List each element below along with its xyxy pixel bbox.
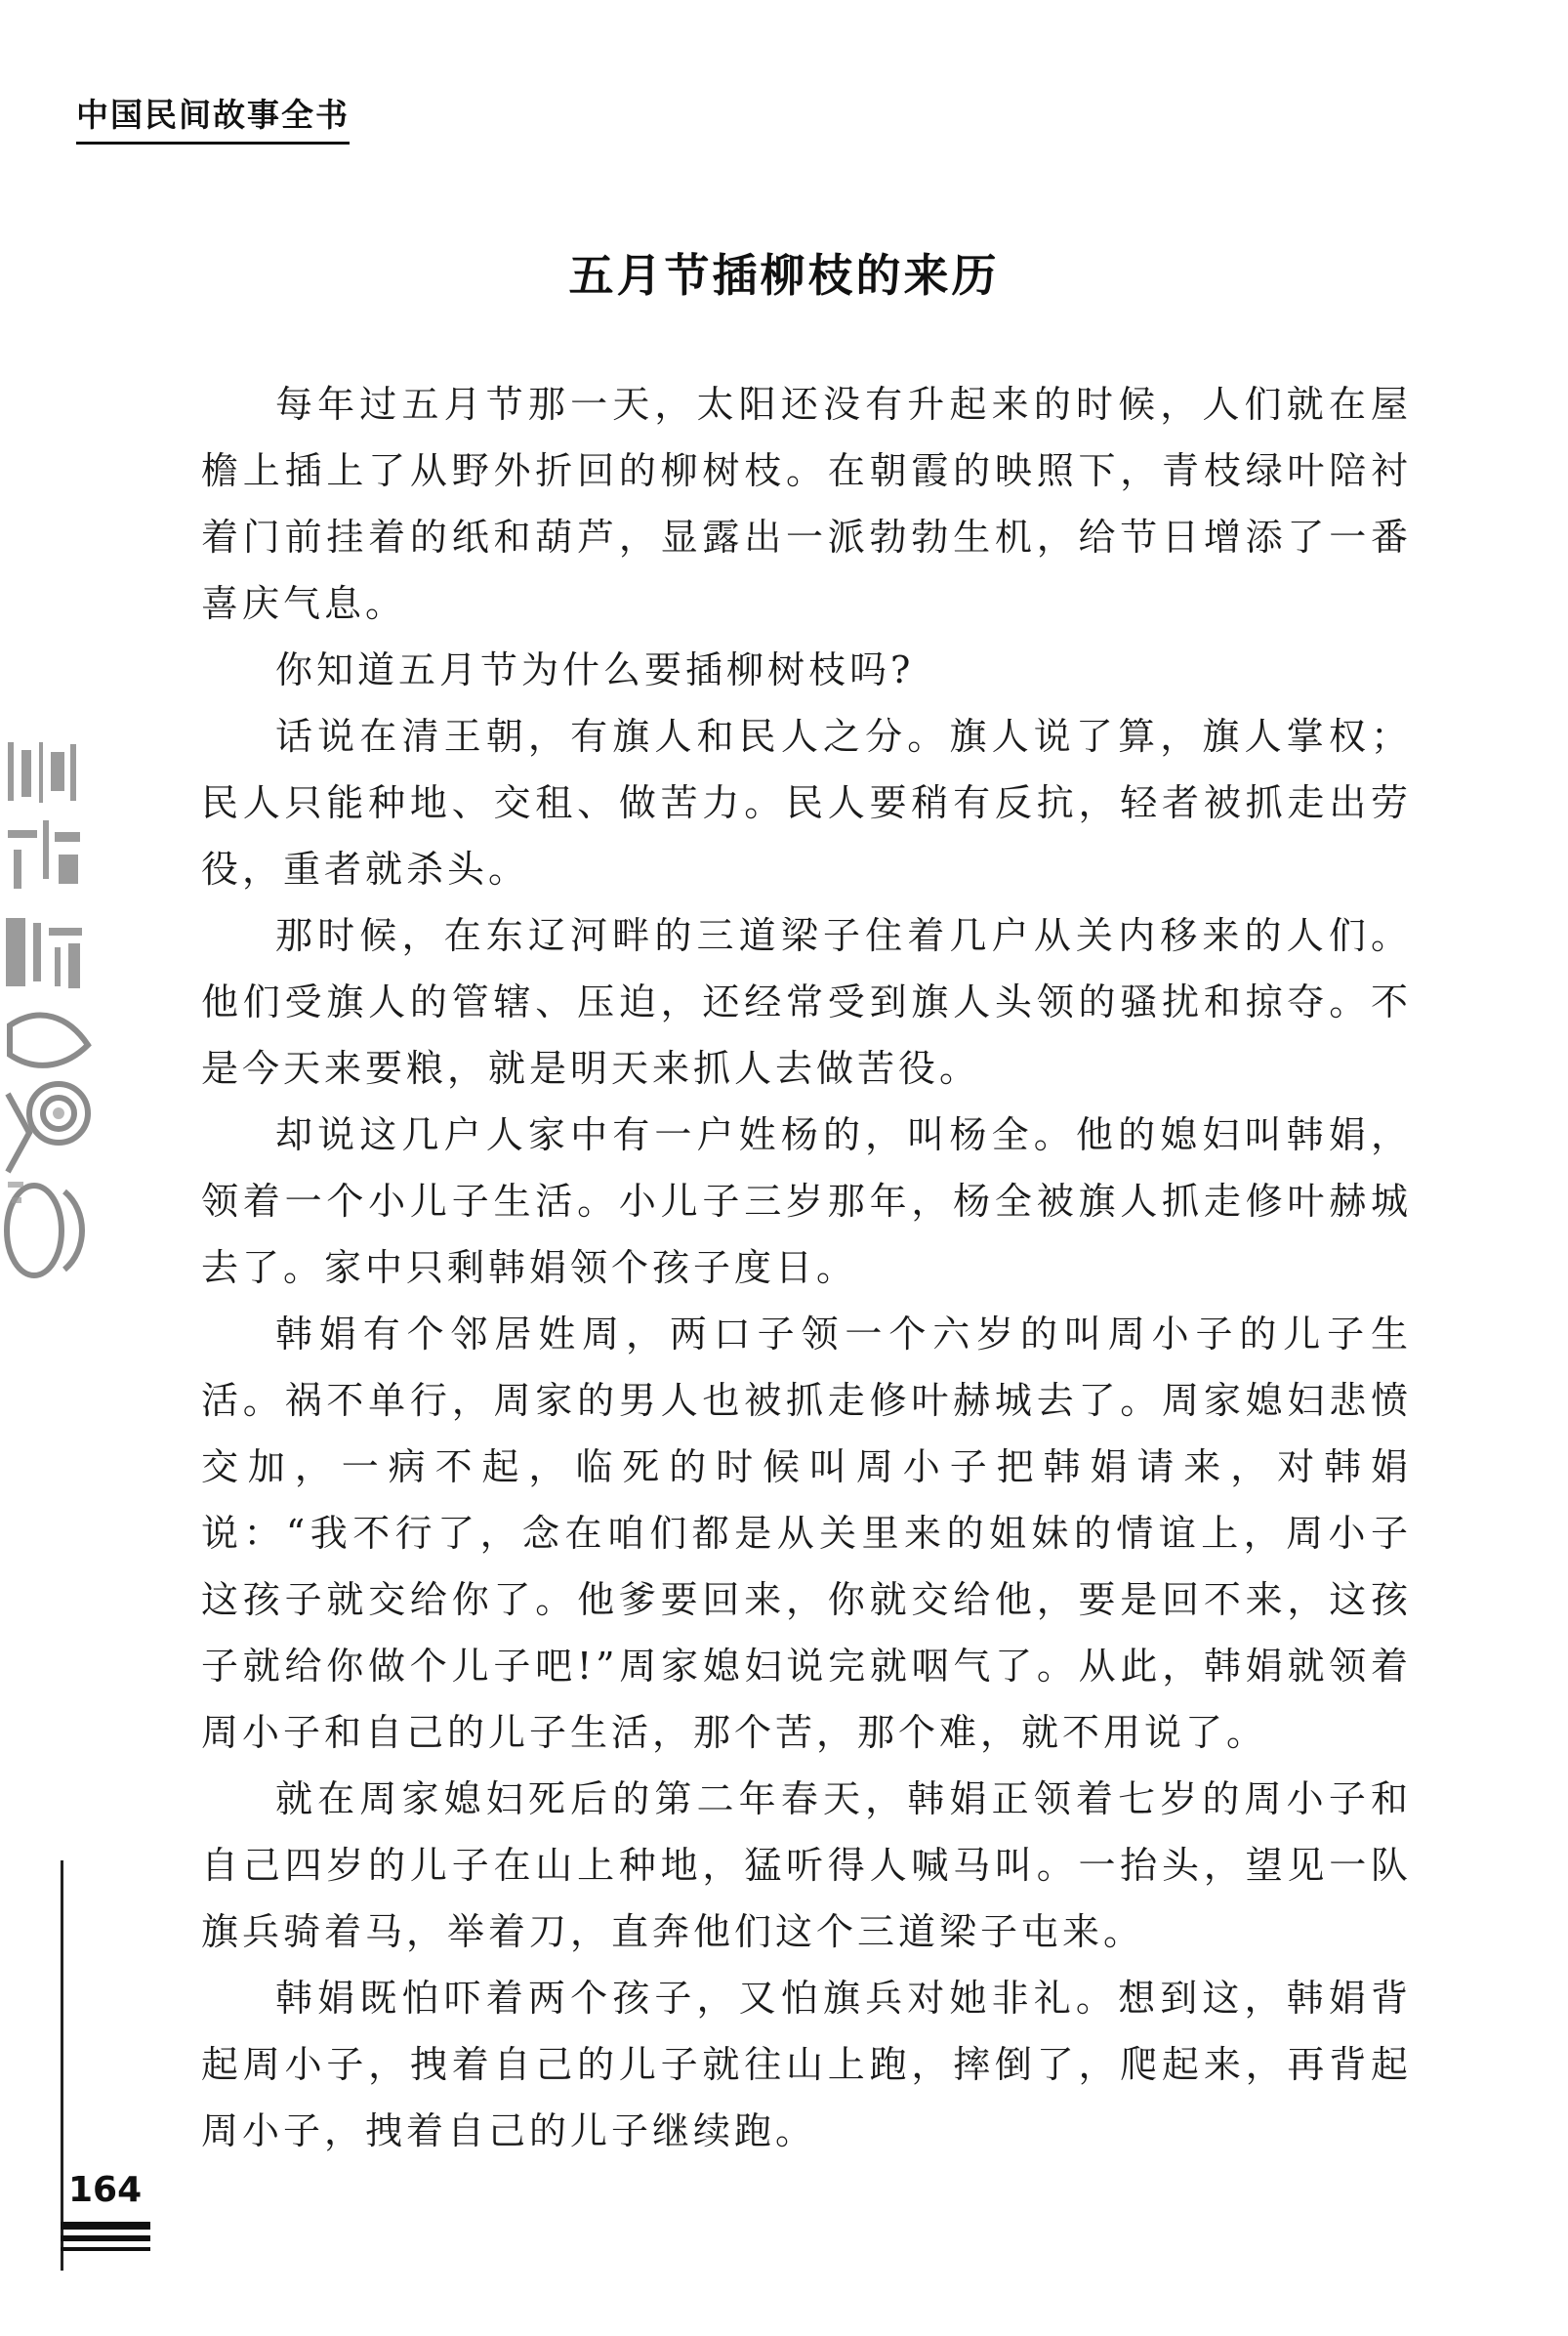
paragraph: 每年过五月节那一天，太阳还没有升起来的时候，人们就在屋檐上插上了从野外折回的柳树枝。在朝霞的映照下，青枝绿叶陪衬着门前挂着的纸和葫芦，显露出一派勃勃生机，给节日增添了一番喜庆气息。 bbox=[201, 383, 1412, 625]
story-title: 五月节插柳枝的来历 bbox=[568, 249, 1000, 302]
paragraph: 却说这几户人家中有一户姓杨的，叫杨全。他的媳妇叫韩娟，领着一个小儿子生活。小儿子三岁那年，杨全被旗人抓走修叶赫城去了。家中只剩韩娟领个孩子度日。 bbox=[201, 1113, 1412, 1289]
folk-pattern-emblem-icon bbox=[0, 723, 98, 1289]
paragraph: 韩娟既怕吓着两个孩子，又怕旗兵对她非礼。想到这，韩娟背起周小子，拽着自己的儿子就往山上跑，摔倒了，爬起来，再背起周小子，拽着自己的儿子继续跑。 bbox=[201, 1977, 1412, 2152]
paragraph: 那时候，在东辽河畔的三道梁子住着几户从关内移来的人们。他们受旗人的管辖、压迫，还经常受到旗人头领的骚扰和掠夺。不是今天来要粮，就是明天来抓人去做苦役。 bbox=[201, 914, 1412, 1090]
paragraph: 你知道五月节为什么要插柳树枝吗? bbox=[275, 648, 915, 691]
paragraph: 话说在清王朝，有旗人和民人之分。旗人说了算，旗人掌权；民人只能种地、交租、做苦力。民人要稍有反抗，轻者被抓走出劳役，重者就杀头。 bbox=[201, 715, 1412, 891]
rule-bar bbox=[61, 2247, 150, 2251]
running-header: 中国民间故事全书 bbox=[76, 90, 350, 145]
rule-bar bbox=[61, 2235, 150, 2241]
rule-bar bbox=[61, 2222, 150, 2230]
page-number: 164 bbox=[68, 2170, 143, 2210]
margin-rule bbox=[61, 1860, 63, 2271]
paragraph: 就在周家媳妇死后的第二年春天，韩娟正领着七岁的周小子和自己四岁的儿子在山上种地，猛听得人喊马叫。一抬头，望见一队旗兵骑着马，举着刀，直奔他们这个三道梁子屯来。 bbox=[201, 1777, 1412, 1953]
page-number-rules bbox=[61, 2222, 150, 2261]
story-body bbox=[201, 371, 1412, 2164]
paragraph: 韩娟有个邻居姓周，两口子领一个六岁的叫周小子的儿子生活。祸不单行，周家的男人也被抓走修叶赫城去了。周家媳妇悲愤交加，一病不起，临死的时候叫周小子把韩娟请来，对韩娟说：“我不行了，念在咱们都是从关里来的姐妹的情谊上，周小子这孩子就交给你了。他爹要回来，你就交给他，要是回不来，这孩子就给你做个儿子吧!”周家媳妇说完就咽气了。从此，韩娟就领着周小子和自己的儿子生活，那个苦，那个难，就不用说了。 bbox=[201, 1313, 1412, 1754]
